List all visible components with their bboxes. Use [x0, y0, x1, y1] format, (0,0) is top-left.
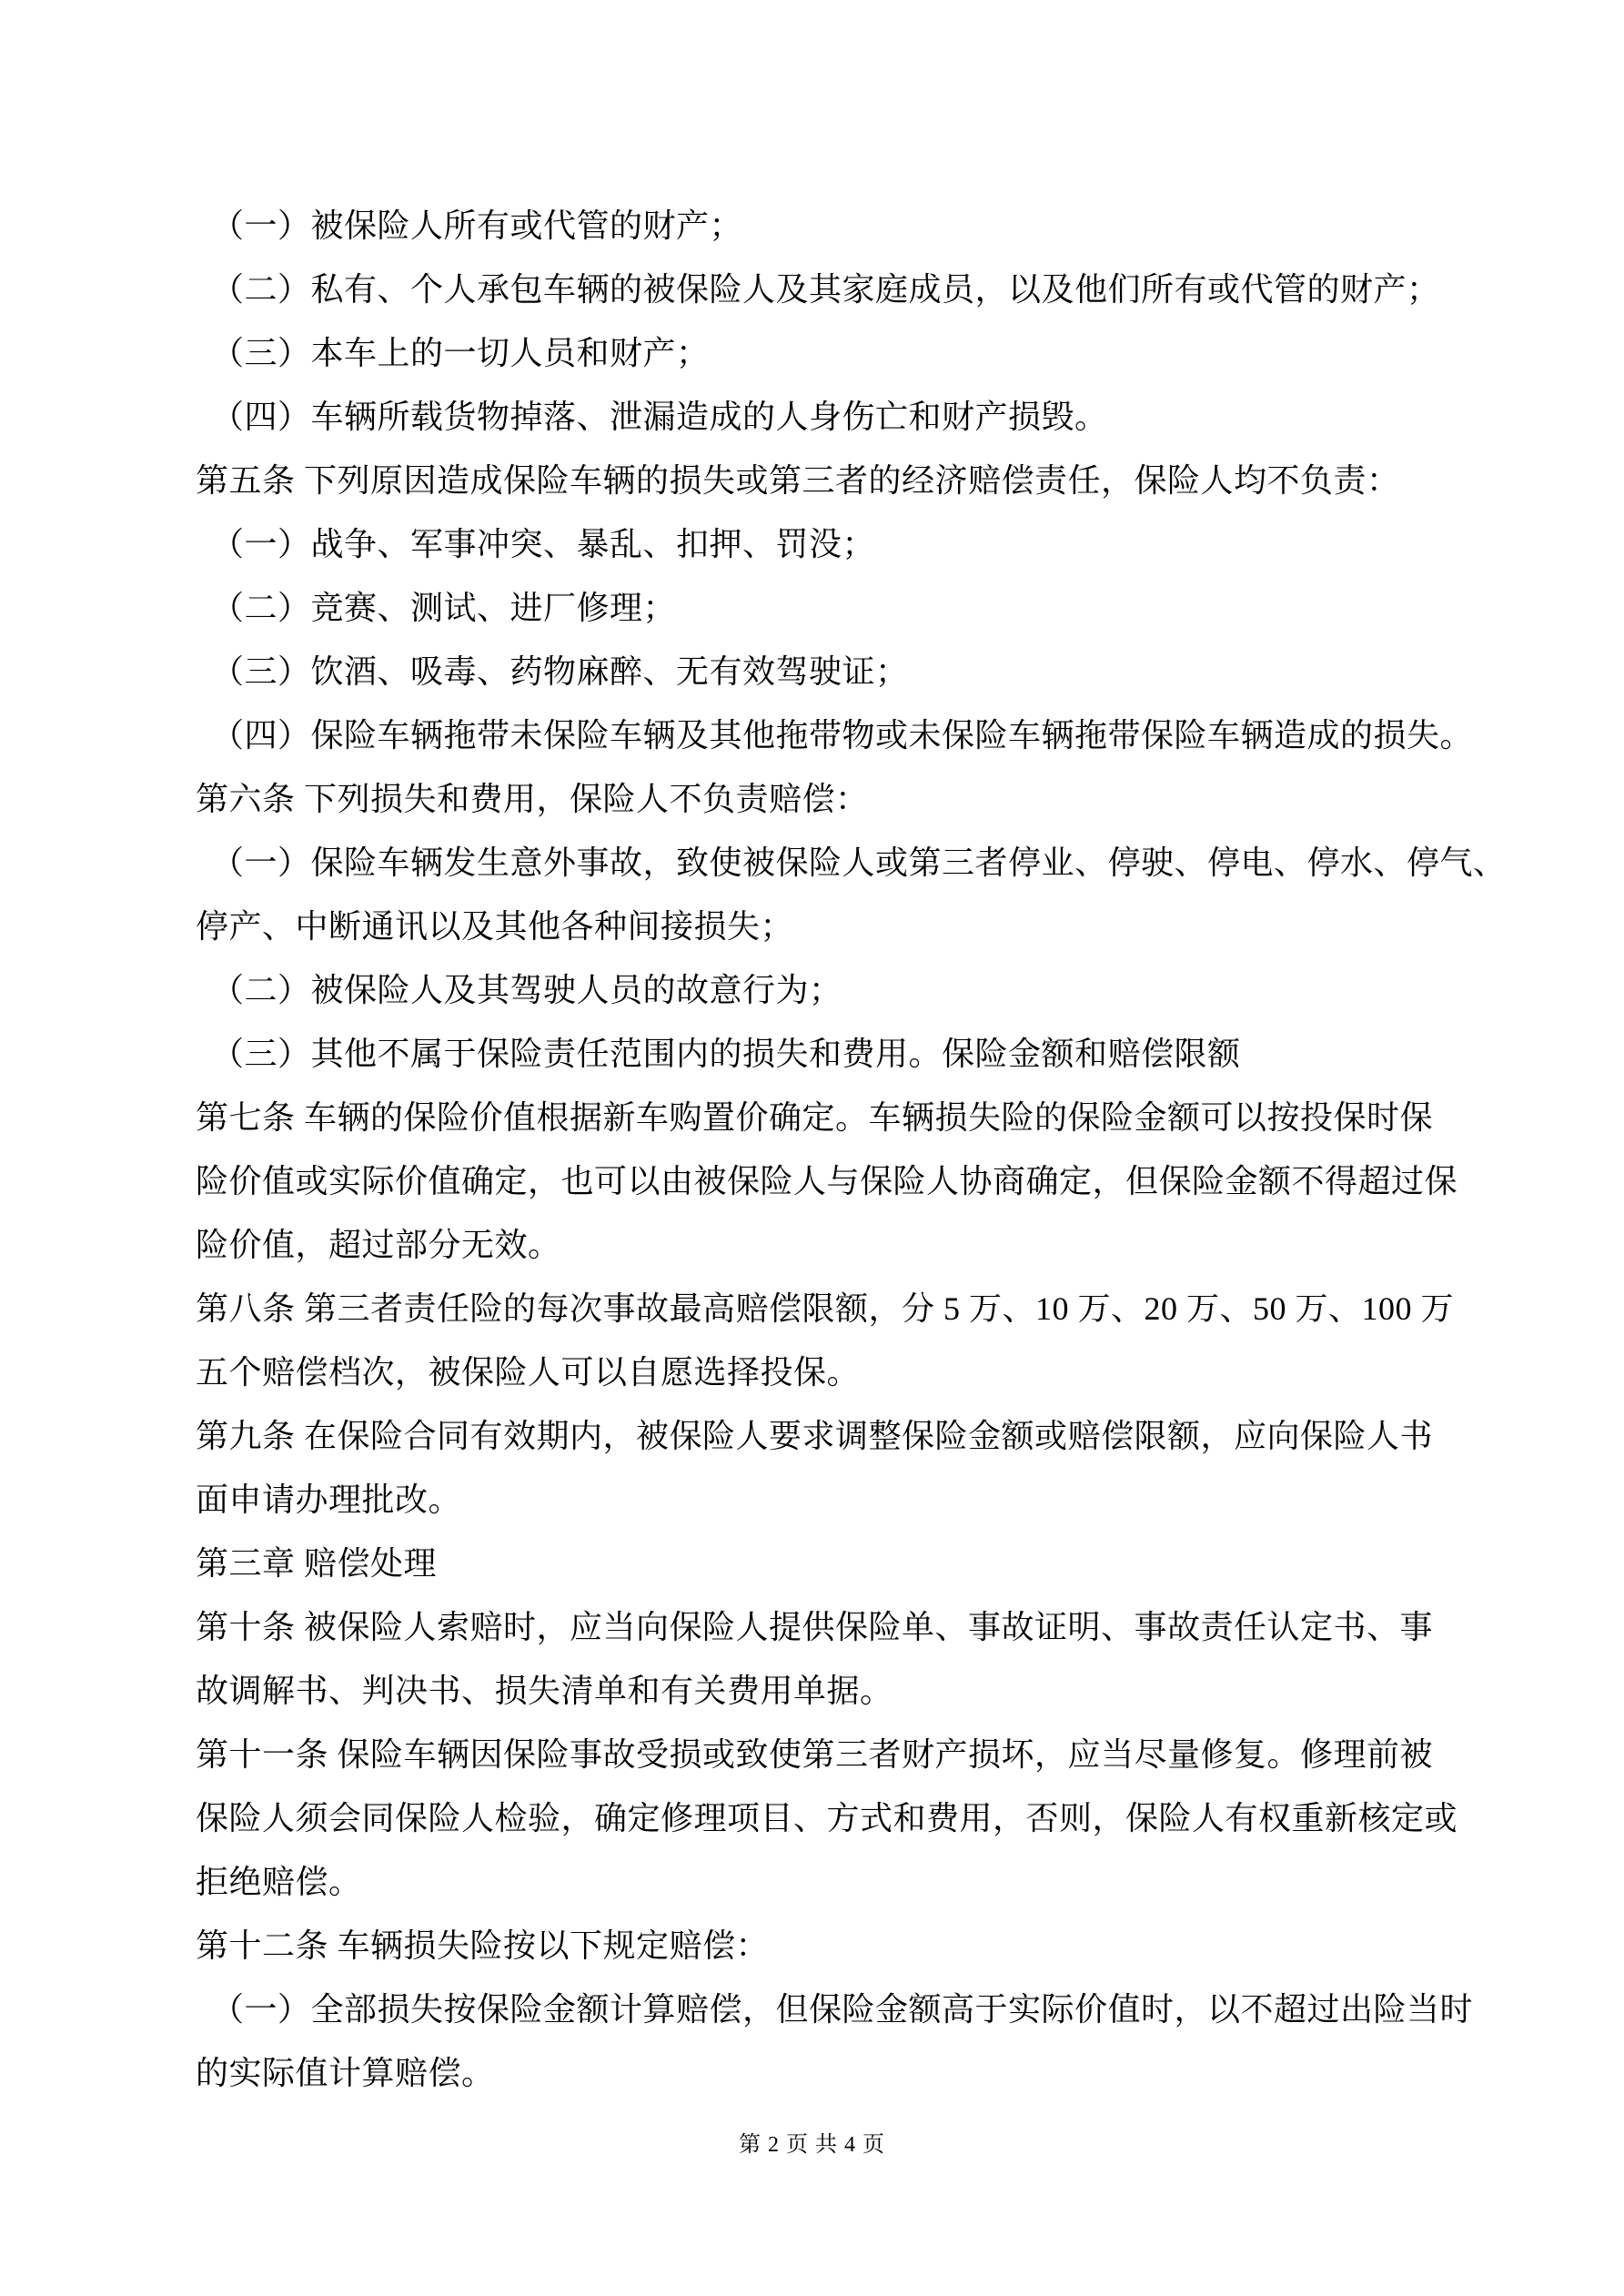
page-number-footer: 第 2 页 共 4 页: [739, 2133, 885, 2157]
doc-line-19: 五个赔偿档次，被保险人可以自愿选择投保。: [196, 1354, 861, 1391]
doc-line-04: （四）车辆所载货物掉落、泄漏造成的人身伤亡和财产损毁。: [211, 399, 1108, 435]
doc-line-11: （一）保险车辆发生意外事故，致使被保险人或第三者停业、停驶、停电、停水、停气、: [211, 845, 1507, 881]
doc-line-20: 第九条 在保险合同有效期内，被保险人要求调整保险金额或赔偿限额，应向保险人书: [196, 1418, 1434, 1454]
doc-line-17: 险价值，超过部分无效。: [196, 1227, 561, 1263]
doc-line-10: 第六条 下列损失和费用，保险人不负责赔偿：: [196, 781, 869, 817]
doc-line-07: （二）竞赛、测试、进厂修理；: [211, 590, 677, 626]
doc-line-08: （三）饮酒、吸毒、药物麻醉、无有效驾驶证；: [211, 653, 909, 690]
doc-line-22: 第三章 赔偿处理: [196, 1545, 438, 1582]
doc-line-23: 第十条 被保险人索赔时，应当向保险人提供保险单、事故证明、事故责任认定书、事: [196, 1609, 1434, 1645]
doc-line-03: （三）本车上的一切人员和财产；: [211, 335, 710, 371]
doc-line-05: 第五条 下列原因造成保险车辆的损失或第三者的经济赔偿责任，保险人均不负责：: [196, 462, 1400, 499]
doc-line-25: 第十一条 保险车辆因保险事故受损或致使第三者财产损坏，应当尽量修复。修理前被: [196, 1736, 1434, 1773]
doc-line-06: （一）战争、军事冲突、暴乱、扣押、罚没；: [211, 526, 876, 562]
doc-line-21: 面申请办理批改。: [196, 1482, 462, 1518]
doc-line-30: 的实际值计算赔偿。: [196, 2055, 495, 2091]
doc-line-02: （二）私有、个人承包车辆的被保险人及其家庭成员，以及他们所有或代管的财产；: [211, 271, 1440, 308]
doc-line-26: 保险人须会同保险人检验，确定修理项目、方式和费用，否则，保险人有权重新核定或: [196, 1800, 1458, 1836]
doc-line-15: 第七条 车辆的保险价值根据新车购置价确定。车辆损失险的保险金额可以按投保时保: [196, 1099, 1434, 1136]
doc-line-27: 拒绝赔偿。: [196, 1864, 362, 1900]
doc-line-18: 第八条 第三者责任险的每次事故最高赔偿限额，分 5 万、10 万、20 万、50 万、100 万: [196, 1290, 1455, 1327]
doc-line-09: （四）保险车辆拖带未保险车辆及其他拖带物或未保险车辆拖带保险车辆造成的损失。: [211, 717, 1474, 754]
doc-line-16: 险价值或实际价值确定，也可以由被保险人与保险人协商确定，但保险金额不得超过保: [196, 1163, 1458, 1199]
doc-line-28: 第十二条 车辆损失险按以下规定赔偿：: [196, 1927, 770, 1964]
doc-line-01: （一）被保险人所有或代管的财产；: [211, 207, 743, 244]
doc-line-13: （二）被保险人及其驾驶人员的故意行为；: [211, 972, 842, 1008]
doc-line-14: （三）其他不属于保险责任范围内的损失和费用。保险金额和赔偿限额: [211, 1036, 1241, 1072]
doc-line-29: （一）全部损失按保险金额计算赔偿，但保险金额高于实际价值时，以不超过出险当时: [211, 1991, 1474, 2028]
doc-line-24: 故调解书、判决书、损失清单和有关费用单据。: [196, 1673, 893, 1709]
doc-line-12: 停产、中断通讯以及其他各种间接损失；: [196, 908, 794, 945]
document-body: [196, 194, 1507, 2105]
